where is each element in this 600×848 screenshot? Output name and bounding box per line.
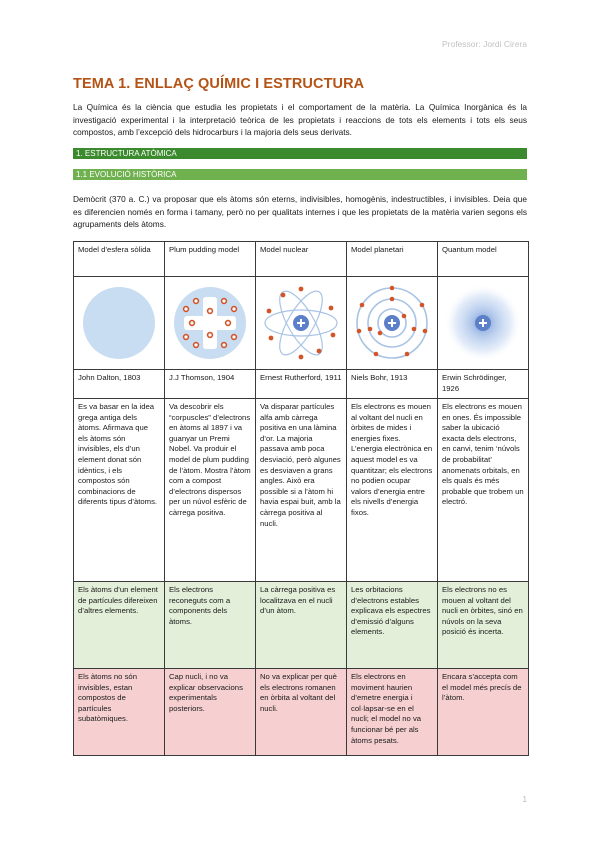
advantage-cell: Les orbitacions d’electrons estables explicava els espectres d’emissió d’alguns elements. [347,582,438,669]
planetary-model-icon [352,283,432,363]
model-image-cell [165,277,256,370]
solid-sphere-icon [79,283,159,363]
description-cell: Els electrons es mouen al voltant del nucli en òrbites de mides i energies fixes. L’energia electrònica en aquest model es va quantitzar; els electrons no podien ocupar valors d’energia entre els nivells d’energia fixos. [347,399,438,582]
author-cell: Erwin Schrödinger, 1926 [438,370,529,399]
description-cell: Va disparar partícules alfa amb càrrega positiva en una làmina d’or. La majoria passava amb poca desviació, però algunes es desviaven a grans angles. Això era possible si a l’àtom hi havia espai buit, amb la càrrega positiva al nucli. [256,399,347,582]
description-cell: Es va basar en la idea grega antiga dels àtoms. Afirmava que els àtoms són invisibles, els d’un element donat són idèntics, i els compostos són combinacions de diferents tipus d’àtoms. [74,399,165,582]
plum-pudding-icon [170,283,250,363]
democritus-paragraph: Demòcrit (370 a. C.) va proposar que els àtoms són eterns, indivisibles, homogènis, indestructibles, i invisibles. Deia que es diferencien només en forma i tamany, però no per qualitats internes i que les propietats de la matèria varien segons els agrupaments dels àtoms. [73,194,527,229]
model-name-cell: Model d’esfera sòlida [74,242,165,277]
description-cell: Els electrons es mouen en ones. És impossible saber la ubicació exacta dels electrons, en canvi, tenim ‘núvols de probabilitat’ anomenats orbitals, en els quals és més probable que trobem un electró. [438,399,529,582]
intro-paragraph: La Química és la ciència que estudia les propietats i el comportament de la matèria. La Química Inorgànica és la investigació experimental i la interpretació teòrica de les propietats i reaccions de tots els elements i tots els seus compostos, amb l’excepció dels hidrocarburs i la majoria dels seus derivats. [73,102,527,137]
model-name-cell: Quantum model [438,242,529,277]
model-image-cell [347,277,438,370]
author-cell: Ernest Rutherford, 1911 [256,370,347,399]
author-cell: Niels Bohr, 1913 [347,370,438,399]
author-cell: John Dalton, 1803 [74,370,165,399]
model-name-cell: Plum pudding model [165,242,256,277]
model-name-cell: Model planetari [347,242,438,277]
advantage-cell: La càrrega positiva es localitzava en el nucli d’un àtom. [256,582,347,669]
model-image-cell [256,277,347,370]
table-row-limitations [74,669,529,756]
advantage-cell: Els electrons reconeguts com a components dels àtoms. [165,582,256,669]
table-row-model-names [74,242,529,277]
professor-header: Professor: Jordi Cirera [441,39,527,49]
advantage-cell: Els electrons no es mouen al voltant del nucli en òrbites, sinó en núvols on la seva posició és incerta. [438,582,529,669]
table-row-authors [74,370,529,399]
limitation-cell: No va explicar per què els electrons romanen en òrbita al voltant del nucli. [256,669,347,756]
quantum-model-icon [443,283,523,363]
table-row-descriptions [74,399,529,582]
limitation-cell: Cap nucli, i no va explicar observacions experimentals posteriors. [165,669,256,756]
document-title: TEMA 1. ENLLAÇ QUÍMIC I ESTRUCTURA [73,76,365,92]
subsection-heading-historical-evolution: 1.1 EVOLUCIÓ HISTÒRICA [73,169,527,180]
advantage-cell: Els àtoms d’un element de partícules difereixen d’altres elements. [74,582,165,669]
description-cell: Va descobrir els “corpuscles” d’electrons en àtoms al 1897 i va guanyar un Premi Nobel. Va produir el model de plum pudding de l’àtom. Mostra l’àtom com a compost d’electrons dispersos per un núvol esfèric de càrrega positiva. [165,399,256,582]
limitation-cell: Els àtoms no són invisibles, estan compostos de partícules subatòmiques. [74,669,165,756]
table-row-model-images [74,277,529,370]
author-cell: J.J Thomson, 1904 [165,370,256,399]
nuclear-model-icon [261,283,341,363]
atomic-models-table [73,241,529,756]
model-image-cell [438,277,529,370]
table-row-advantages [74,582,529,669]
limitation-cell: Els electrons en moviment haurien d’emetre energia i col·lapsar-se en el nucli; el model no va funcionar bé per als àtoms pesats. [347,669,438,756]
model-image-cell [74,277,165,370]
section-heading-atomic-structure: 1. ESTRUCTURA ATÒMICA [73,148,527,159]
limitation-cell: Encara s’accepta com el model més precís de l’àtom. [438,669,529,756]
page-number: 1 [522,795,527,804]
model-name-cell: Model nuclear [256,242,347,277]
